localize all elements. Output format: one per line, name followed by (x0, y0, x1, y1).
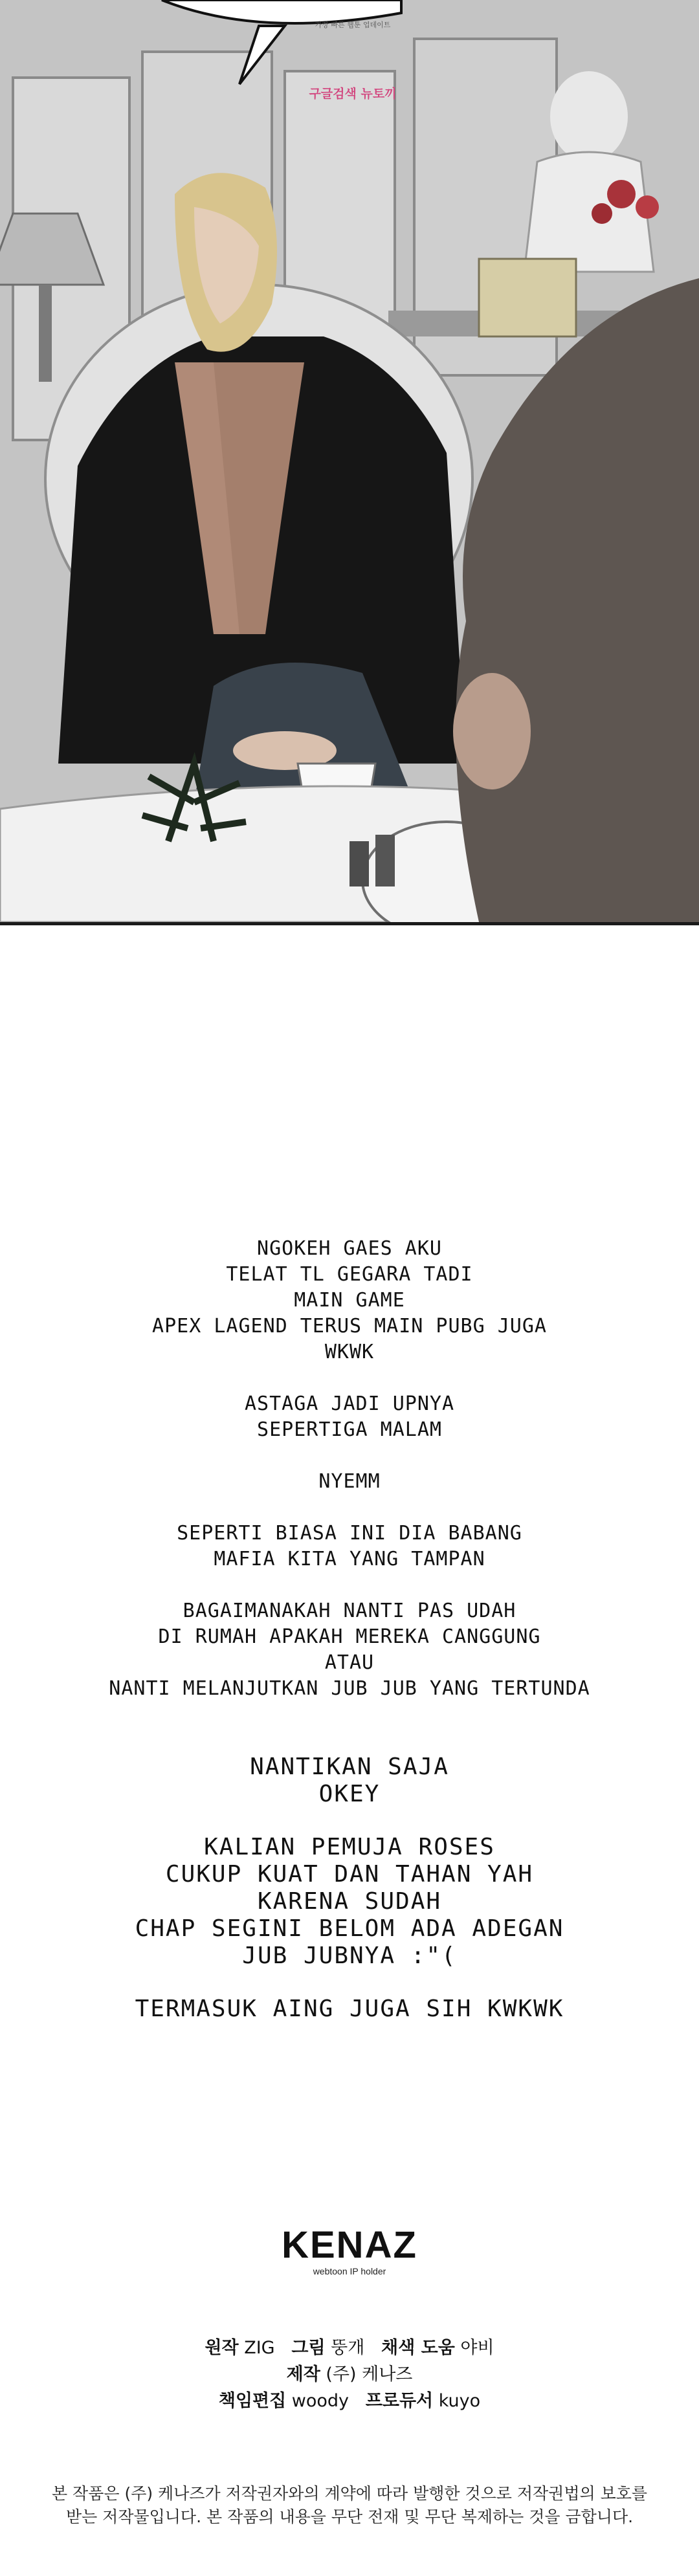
note-line: WKWK (324, 1341, 375, 1363)
note-line: BAGAIMANAKAH NANTI PAS UDAH (183, 1600, 516, 1622)
note-line: KARENA SUDAH (257, 1888, 442, 1915)
copyright-line: 받는 저작물입니다. 본 작품의 내용을 무단 전재 및 무단 복제하는 것을 금합니다. (65, 2507, 634, 2526)
original-label: 원작 (205, 2338, 239, 2358)
watermark (304, 19, 401, 102)
watermark-tagline: 가장 빠른 웹툰 업데이트 (315, 21, 391, 29)
note-paragraph (39, 1996, 660, 2023)
note-line: NANTI MELANJUTKAN JUB JUB YANG TERTUNDA (109, 1677, 590, 1700)
note-paragraph (39, 1598, 660, 1702)
note-line: CUKUP KUAT DAN TAHAN YAH (165, 1861, 534, 1888)
note-line: OKEY (318, 1781, 381, 1807)
note-line: TELAT TL GEGARA TADI (226, 1263, 473, 1286)
producer-value: kuyo (438, 2391, 481, 2411)
credits-line-1 (0, 2335, 699, 2361)
logo-subtitle: webtoon IP holder (313, 2266, 386, 2276)
art-label: 그림 (291, 2338, 326, 2358)
note-line: SEPERTI BIASA INI DIA BABANG (177, 1522, 522, 1545)
note-paragraph (39, 1469, 660, 1495)
copyright-line: 본 작품은 (주) 케나즈가 저작권자와의 계약에 따라 발행한 것으로 저작권법의 보호를 (51, 2484, 648, 2503)
producer-label: 프로듀서 (365, 2391, 434, 2411)
original-value: ZIG (244, 2338, 275, 2358)
note-line: NYEMM (318, 1470, 381, 1493)
editor-label: 책임편집 (218, 2391, 287, 2411)
note-line: NGOKEH GAES AKU (257, 1237, 442, 1260)
copyright-notice (26, 2482, 673, 2529)
note-line: ASTAGA JADI UPNYA (244, 1393, 455, 1415)
production-value: (주) 케나즈 (326, 2364, 413, 2384)
note-line: TERMASUK AING JUGA SIH KWKWK (135, 1996, 564, 2022)
note-line: DI RUMAH APAKAH MEREKA CANGGUNG (158, 1625, 541, 1648)
panel-illustration (0, 0, 699, 922)
credits-line-2 (0, 2361, 699, 2388)
editor-value: woody (291, 2391, 350, 2411)
note-paragraph (39, 1834, 660, 1970)
color-value: 야비 (460, 2338, 494, 2358)
production-label: 제작 (286, 2364, 320, 2384)
note-line: ATAU (324, 1651, 375, 1674)
credits-line-3 (0, 2388, 699, 2414)
note-line: KALIAN PEMUJA ROSES (204, 1834, 495, 1860)
watermark-site: 구글검색 뉴토끼 (309, 87, 397, 101)
comic-panel (0, 0, 699, 925)
note-line: MAIN GAME (294, 1289, 405, 1312)
note-line: APEX LAGEND TERUS MAIN PUBG JUGA (152, 1315, 547, 1338)
note-paragraph (39, 1236, 660, 1365)
note-paragraph (39, 1754, 660, 1808)
credits (0, 2335, 699, 2414)
note-line: CHAP SEGINI BELOM ADA ADEGAN (135, 1915, 564, 1942)
art-value: 뚱개 (331, 2338, 365, 2358)
logo-name: KENAZ (282, 2224, 417, 2266)
note-paragraph (39, 1391, 660, 1443)
note-paragraph (39, 1521, 660, 1572)
translator-notes-b (39, 1754, 660, 2049)
color-label: 채색 도움 (381, 2338, 455, 2358)
note-line: NANTIKAN SAJA (250, 1754, 449, 1780)
publisher-logo (0, 2226, 699, 2276)
note-line: SEPERTIGA MALAM (257, 1418, 442, 1441)
translator-notes-a (39, 1236, 660, 1728)
note-line: MAFIA KITA YANG TAMPAN (214, 1548, 485, 1570)
note-line: JUB JUBNYA :"( (242, 1943, 457, 1969)
